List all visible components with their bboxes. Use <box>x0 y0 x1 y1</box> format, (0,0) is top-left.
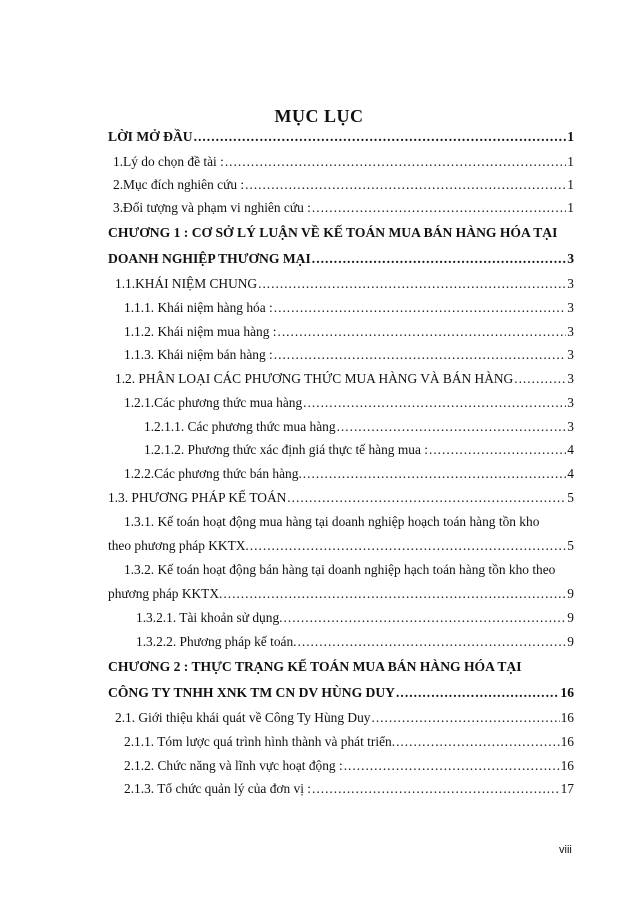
toc-entry <box>113 199 574 217</box>
toc-entry-text: 1.2.2.Các phương thức bán hàng. <box>124 466 302 481</box>
toc-page-number: 3 <box>567 347 574 362</box>
toc-leader-dots <box>298 633 567 651</box>
toc-entry <box>115 370 574 388</box>
toc-entry <box>124 346 574 364</box>
toc-leader-dots <box>312 199 566 217</box>
toc-entry-text: 2.1.2. Chức năng và lĩnh vực hoạt động : <box>124 758 343 773</box>
toc-leader-dots <box>194 128 567 146</box>
toc-entry <box>113 176 574 194</box>
toc-page-number: 3 <box>567 371 574 386</box>
toc-entry <box>115 709 574 727</box>
toc-page-number: 16 <box>560 685 574 700</box>
toc-entry-text: LỜI MỞ ĐẦU <box>108 129 193 144</box>
toc-page-number: 4 <box>567 466 574 481</box>
toc-entry <box>124 465 574 483</box>
toc-leader-dots <box>250 537 567 555</box>
toc-page-number: 16 <box>560 734 574 749</box>
toc-leader-dots <box>277 323 566 341</box>
toc-entry-text: 1.3.2.1. Tài khoản sử dụng. <box>136 610 283 625</box>
toc-entry <box>144 441 574 459</box>
toc-entry-text: 1.2.1.1. Các phương thức mua hàng <box>144 419 336 434</box>
toc-page-number: 1 <box>567 129 574 144</box>
toc-page-number: 3 <box>567 251 574 266</box>
toc-page-number: 9 <box>567 586 574 601</box>
toc-leader-dots <box>371 709 559 727</box>
toc-page-number: 5 <box>567 490 574 505</box>
toc-entry-text: 1.2.1.2. Phương thức xác định giá thực tế hàng mua : <box>144 442 428 457</box>
toc-leader-dots <box>274 299 567 317</box>
toc-leader-dots <box>258 275 566 293</box>
toc-leader-dots <box>337 418 567 436</box>
toc-entry-text: DOANH NGHIỆP THƯƠNG MẠI <box>108 251 311 266</box>
toc-entry-text: 1.2. PHÂN LOẠI CÁC PHƯƠNG THỨC MUA HÀNG VÀ BÁN HÀNG <box>115 371 514 386</box>
toc-entry <box>124 299 574 317</box>
toc-page-number: 16 <box>560 758 574 773</box>
toc-entry-text: 2.1. Giới thiệu khái quát về Công Ty Hùng Duy <box>115 710 371 725</box>
toc-entry-text: 1.3.2.2. Phương pháp kế toán. <box>136 634 297 649</box>
toc-entry-text: 1.3. PHƯƠNG PHÁP KẾ TOÁN <box>108 490 287 505</box>
toc-page-number: 3 <box>567 419 574 434</box>
toc-entry <box>124 757 574 775</box>
toc-page-number: 1 <box>567 200 574 215</box>
toc-entry <box>124 733 574 751</box>
toc-entry-text: 1.Lý do chọn đề tài : <box>113 154 224 169</box>
toc-leader-dots <box>396 733 560 751</box>
toc-entry <box>124 780 574 798</box>
toc-entry <box>136 633 574 651</box>
toc-page-number: 1 <box>567 154 574 169</box>
toc-leader-dots <box>303 394 566 412</box>
toc-page-number: 17 <box>560 781 574 796</box>
toc-entry-text: 1.1.1. Khái niệm hàng hóa : <box>124 300 273 315</box>
page-title: MỤC LỤC <box>274 106 364 126</box>
toc-entry-text: 2.1.1. Tóm lược quá trình hình thành và phát triển. <box>124 734 396 749</box>
toc-leader-dots <box>245 176 566 194</box>
toc-page-number: 5 <box>567 538 574 553</box>
toc-entry-text: phương pháp KKTX. <box>108 586 223 601</box>
toc-page-number: 3 <box>567 395 574 410</box>
toc-entry <box>136 609 574 627</box>
toc-leader-dots <box>514 370 566 388</box>
toc-entry <box>124 323 574 341</box>
toc-entry <box>124 394 574 412</box>
toc-leader-dots <box>274 346 567 364</box>
page-number-footer: viii <box>559 844 572 856</box>
toc-leader-dots <box>284 609 567 627</box>
toc-leader-dots <box>225 153 566 171</box>
toc-entry-text: 1.1.3. Khái niệm bán hàng : <box>124 347 273 362</box>
toc-leader-dots <box>429 441 566 459</box>
toc-entry <box>108 128 574 146</box>
toc-chapter-heading: CHƯƠNG 2 : THỰC TRẠNG KẾ TOÁN MUA BÁN HÀNG HÓA TẠI <box>108 659 522 674</box>
toc-entry-text: theo phương pháp KKTX. <box>108 538 249 553</box>
toc-page-number: 4 <box>567 442 574 457</box>
toc-leader-dots <box>312 250 566 268</box>
toc-entry-text-line: 1.3.2. Kế toán hoạt động bán hàng tại doanh nghiệp hạch toán hàng tồn kho theo <box>124 562 556 577</box>
toc-entry-text: 3.Đối tượng và phạm vi nghiên cứu : <box>113 200 311 215</box>
toc-entry-text: 2.1.3. Tổ chức quản lý của đơn vị : <box>124 781 312 796</box>
toc-leader-dots <box>223 585 566 603</box>
toc-leader-dots <box>312 780 560 798</box>
toc-page-number: 3 <box>567 324 574 339</box>
toc-page-number: 1 <box>567 177 574 192</box>
toc-leader-dots <box>396 684 559 702</box>
toc-entry-text: 2.Mục đích nghiên cứu : <box>113 177 245 192</box>
toc-entry-text-line: 1.3.1. Kế toán hoạt động mua hàng tại doanh nghiệp hoạch toán hàng tồn kho <box>124 514 540 529</box>
toc-entry <box>108 684 574 702</box>
toc-page-number: 9 <box>567 634 574 649</box>
toc-entry <box>108 489 574 507</box>
toc-leader-dots <box>287 489 566 507</box>
toc-chapter-heading: CHƯƠNG 1 : CƠ SỞ LÝ LUẬN VỀ KẾ TOÁN MUA BÁN HÀNG HÓA TẠI <box>108 225 558 240</box>
toc-entry <box>144 418 574 436</box>
toc-leader-dots <box>344 757 560 775</box>
toc-entry <box>115 275 574 293</box>
toc-entry-text: 1.1.KHÁI NIỆM CHUNG <box>115 276 258 291</box>
toc-page-number: 3 <box>567 300 574 315</box>
toc-page-number: 16 <box>560 710 574 725</box>
toc-page-number: 3 <box>567 276 574 291</box>
toc-entry <box>108 250 574 268</box>
toc-leader-dots <box>303 465 567 483</box>
toc-entry <box>113 153 574 171</box>
toc-entry-text: 1.2.1.Các phương thức mua hàng <box>124 395 303 410</box>
toc-entry-text: CÔNG TY TNHH XNK TM CN DV HÙNG DUY <box>108 685 396 700</box>
toc-entry <box>108 537 574 555</box>
toc-entry-text: 1.1.2. Khái niệm mua hàng : <box>124 324 277 339</box>
toc-entry <box>108 585 574 603</box>
toc-page-number: 9 <box>567 610 574 625</box>
